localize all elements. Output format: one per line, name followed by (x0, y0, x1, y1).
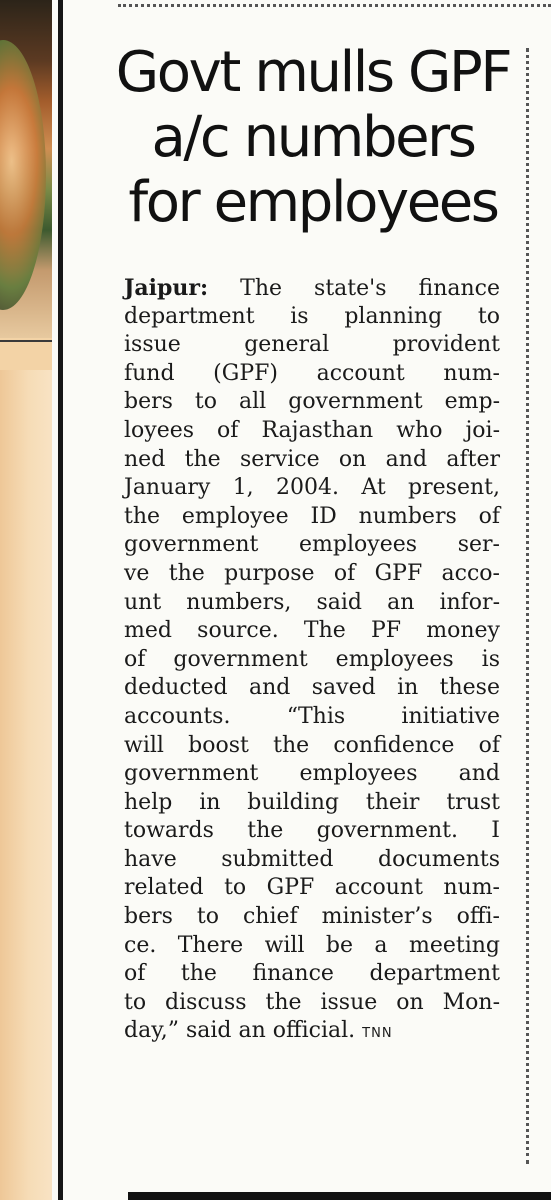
column-rule (58, 0, 63, 1200)
headline-line: for employees (128, 170, 498, 235)
body-line: January 1, 2004. At present, (124, 475, 500, 501)
body-line: towards the government. I (124, 818, 500, 844)
body-line: related to GPF account num- (124, 875, 500, 901)
body-line: loyees of Rajasthan who joi- (124, 417, 500, 443)
body-line: issue general provident (124, 332, 500, 358)
adjacent-photo-bottom (0, 370, 52, 1200)
body-line-last (124, 1017, 500, 1046)
body-line-1 (124, 274, 500, 303)
body-line: ve the purpose of GPF acco- (124, 560, 500, 586)
dotted-border-top (118, 4, 551, 7)
body-line: unt numbers, said an infor- (124, 589, 500, 615)
body-line: of government employees is (124, 646, 500, 672)
body-line: the employee ID numbers of (124, 503, 500, 529)
body-line: deducted and saved in these (124, 675, 500, 701)
article-body (124, 274, 500, 1046)
body-line: med source. The PF money (124, 618, 500, 644)
dateline: Jaipur: (124, 275, 209, 301)
body-line: will boost the confidence of (124, 732, 500, 758)
agency-credit: TNN (362, 1026, 393, 1042)
body-line-text: The state's finance (208, 276, 500, 301)
food-plate-image (0, 40, 46, 310)
body-line: department is planning to (124, 303, 500, 329)
headline (106, 40, 520, 235)
body-line: government employees ser- (124, 532, 500, 558)
dotted-border-right (526, 48, 529, 1164)
body-line: help in building their trust (124, 789, 500, 815)
body-line: bers to chief minister’s offi- (124, 904, 500, 930)
body-line: have submitted documents (124, 846, 500, 872)
body-line: ned the service on and after (124, 446, 500, 472)
photo-divider (0, 340, 52, 342)
body-line-text: day,” said an official. (124, 1018, 363, 1044)
body-line: ce. There will be a meeting (124, 932, 500, 958)
body-line: accounts. “This initiative (124, 703, 500, 729)
body-line: government employees and (124, 761, 500, 787)
bottom-rule (128, 1192, 551, 1200)
adjacent-photo (0, 0, 52, 1200)
body-line: fund (GPF) account num- (124, 360, 500, 386)
body-line: to discuss the issue on Mon- (124, 989, 500, 1015)
body-line: of the finance department (124, 961, 500, 987)
adjacent-photo-top (0, 0, 52, 338)
body-line: bers to all government emp- (124, 389, 500, 415)
headline-line: a/c numbers (151, 105, 475, 170)
headline-line: Govt mulls GPF (115, 40, 511, 105)
